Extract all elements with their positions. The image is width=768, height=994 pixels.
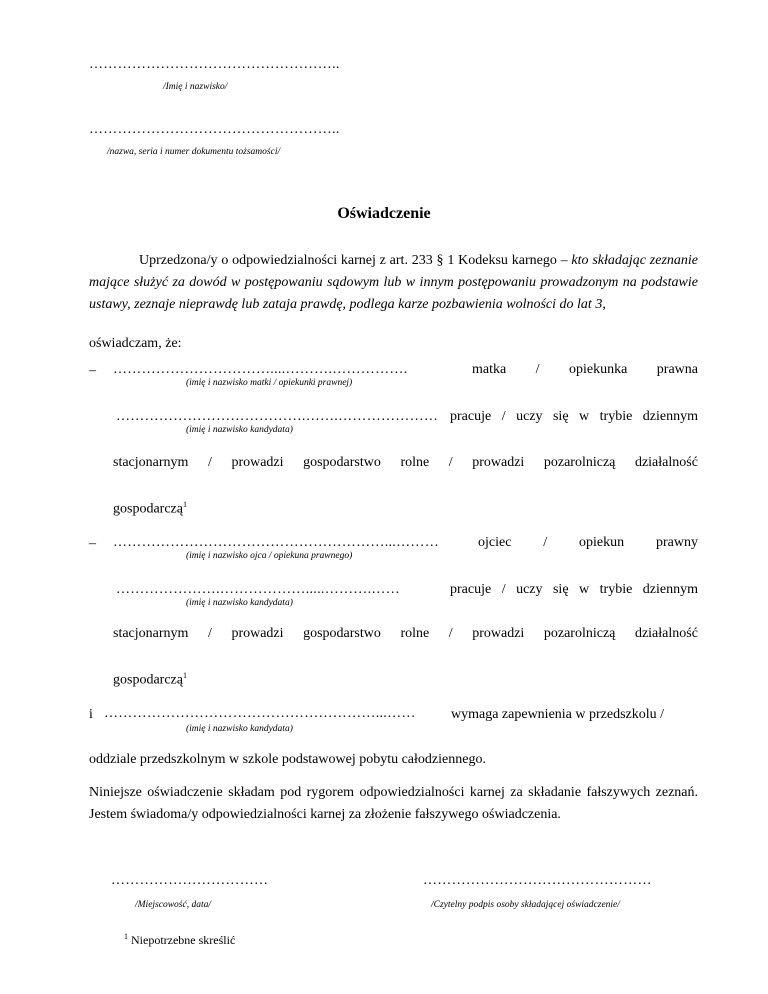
word: prawny (656, 535, 698, 550)
word: gospodarczą (113, 501, 183, 517)
child-line2: oddziale przedszkolnym w szkole podstawowej pobytu całodziennego. (89, 752, 486, 767)
mother-activity-row (113, 455, 698, 471)
father-work-row (450, 582, 698, 598)
signature-caption: /Czytelny podpis osoby składającej oświadczenie/ (431, 900, 620, 910)
word: / (535, 362, 540, 377)
footnote (124, 932, 235, 948)
word: prowadzi (231, 455, 284, 470)
page-title: Oświadczenie (337, 205, 431, 222)
name-caption: /Imię i nazwisko/ (163, 82, 228, 92)
word: w (579, 582, 590, 597)
word: działalność (634, 626, 698, 641)
father-caption: (imię i nazwisko ojca / opiekuna prawnego) (186, 551, 353, 561)
word: / (207, 455, 212, 470)
father-candidate-caption: (imię i nazwisko kandydata) (186, 598, 293, 608)
word: / (448, 626, 453, 641)
word: stacjonarnym (113, 626, 189, 641)
word: / (207, 626, 212, 641)
closing-paragraph: Niniejsze oświadczenie składam pod rygorem odpowiedzialności karnej za składanie fałszywych zeznań. Jestem świadoma/y odpowiedzialności karnej za złożenie fałszywego oświadczenia. (89, 785, 698, 822)
mother-line4 (113, 494, 187, 521)
word: / (543, 535, 548, 550)
word: trybie (599, 582, 633, 597)
word: gospodarczą (113, 672, 183, 688)
father-candidate-dots: ………………….……………….....……….…… (116, 582, 400, 597)
word: pozarolniczą (543, 455, 616, 470)
word: gospodarstwo (303, 455, 381, 470)
footnote-ref: 1 (182, 500, 187, 509)
footnote-text: Niepotrzebne skreślić (131, 933, 236, 947)
word: pracuje (450, 409, 492, 424)
place-date-dots: …………………………… (111, 873, 269, 888)
word: dziennym (642, 582, 698, 597)
word: uczy (516, 582, 543, 597)
father-dots: …………………………………………………...……… (113, 535, 439, 550)
intro-end: , (602, 297, 606, 312)
word: matka (472, 362, 507, 377)
word: w (579, 409, 590, 424)
mother-dots: ……………………………....……….……………. (113, 362, 408, 377)
mother-work-row (450, 409, 698, 425)
father-role-row (478, 535, 698, 551)
father-line4 (113, 665, 187, 692)
word: trybie (599, 409, 633, 424)
word: się (552, 409, 569, 424)
mother-candidate-caption: (imię i nazwisko kandydata) (186, 425, 293, 435)
word: rolne (400, 455, 430, 470)
child-caption: (imię i nazwisko kandydata) (186, 724, 293, 734)
name-dots: …………………………………………….. (89, 57, 340, 72)
word: / (501, 582, 506, 597)
word: się (552, 582, 569, 597)
word: uczy (516, 409, 543, 424)
word: dziennym (642, 409, 698, 424)
word: ojciec (478, 535, 512, 550)
signature-dots: ………………………………………… (423, 873, 652, 888)
document-caption: /nazwa, seria i numer dokumentu tożsamości/ (107, 147, 281, 157)
father-dash: – (89, 536, 96, 551)
word: działalność (634, 455, 698, 470)
footnote-number: 1 (124, 932, 128, 941)
word: / (448, 455, 453, 470)
word: pracuje (450, 582, 492, 597)
mother-role-row (472, 362, 698, 378)
word: prowadzi (472, 626, 525, 641)
place-date-caption: /Miejscowość, data/ (135, 900, 211, 910)
word: stacjonarnym (113, 455, 189, 470)
mother-candidate-dots: ………………………………….…….………………… (116, 409, 439, 424)
mother-dash: – (89, 363, 96, 378)
word: gospodarstwo (303, 626, 381, 641)
intro-italic: kto składając zeznanie mające służyć za dowód w postępowaniu sądowym lub w innym postępowaniu prowadzonym na podstawie ustawy, zeznaje nieprawdę lub zataja prawdę, podlega karze pozbawienia wolności do lat 3 (89, 253, 698, 312)
child-dots: …………………………………………………...…… (104, 706, 416, 721)
word: pozarolniczą (543, 626, 616, 641)
word: prowadzi (472, 455, 525, 470)
mother-caption: (imię i nazwisko matki / opiekunki prawnej) (186, 378, 353, 388)
child-i: i (89, 707, 93, 722)
father-activity-row (113, 626, 698, 642)
declare-text: oświadczam, że: (89, 336, 182, 351)
intro-paragraph (89, 250, 698, 316)
child-text: wymaga zapewnienia w przedszkolu / (451, 707, 665, 722)
word: prawna (656, 362, 698, 377)
word: rolne (400, 626, 430, 641)
footnote-ref: 1 (182, 671, 187, 680)
word: opiekunka (569, 362, 628, 377)
word: prowadzi (231, 626, 284, 641)
document-dots: …………………………………………….. (89, 122, 340, 137)
word: opiekun (579, 535, 625, 550)
intro-normal: Uprzedzona/y o odpowiedzialności karnej z art. 233 § 1 Kodeksu karnego – (139, 253, 572, 268)
word: / (501, 409, 506, 424)
